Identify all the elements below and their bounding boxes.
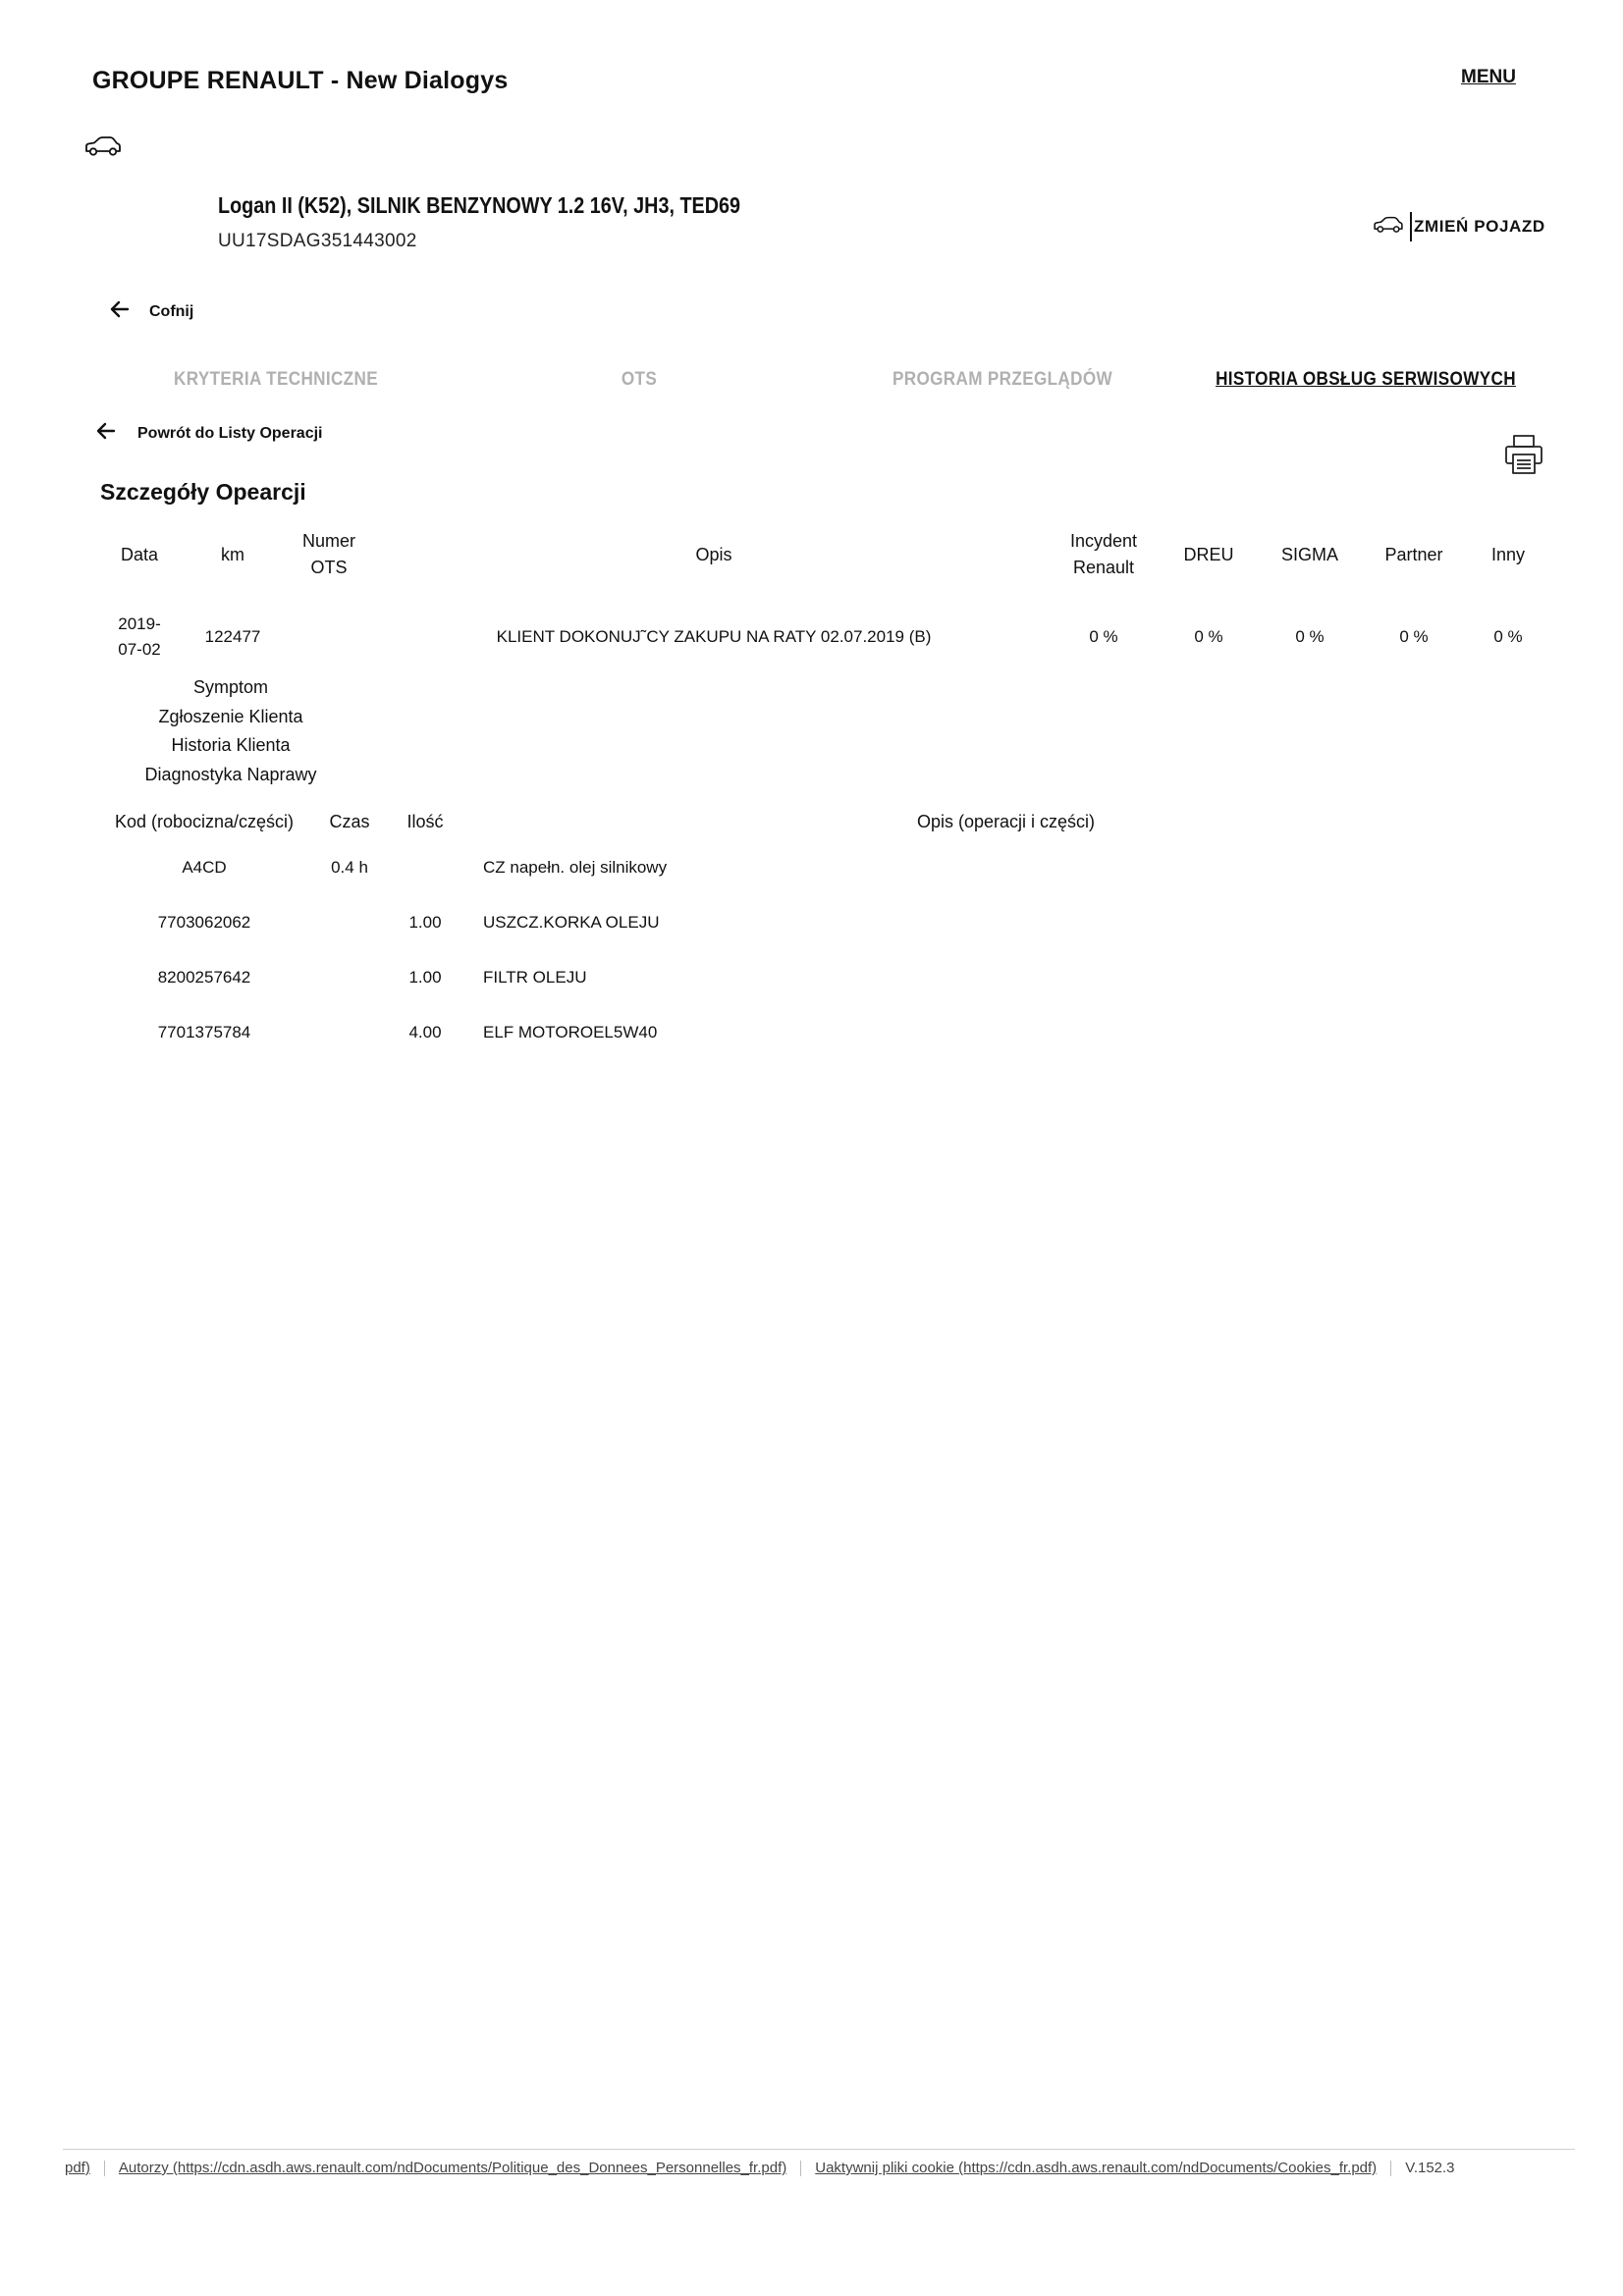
table-row (94, 950, 1547, 1005)
column-header-ots (281, 520, 377, 589)
cell-inny: 0 % (1493, 627, 1523, 646)
vehicle-vin: UU17SDAG351443002 (218, 231, 417, 251)
column-header-inny: Inny (1490, 544, 1526, 564)
cell-qty: 1.00 (408, 968, 442, 987)
divider (1410, 212, 1412, 241)
cell-time: 0.4 h (331, 858, 368, 877)
footer-separator (800, 2161, 801, 2176)
column-header-code: Kod (robocizna/części) (114, 811, 295, 831)
cell-ots (281, 589, 377, 685)
table-row (94, 1005, 1547, 1060)
column-header-incydent-line1: Incydent (1069, 531, 1138, 551)
cell-desc: ELF MOTOROEL5W40 (483, 1023, 658, 1041)
column-header-ots-line2: OTS (310, 558, 348, 577)
back-to-list-button[interactable] (96, 422, 322, 445)
tab-service-history[interactable]: HISTORIA OBSŁUG SERWISOWYCH (1216, 369, 1516, 390)
footer-link-truncated[interactable]: pdf) (65, 2160, 90, 2176)
cell-km: 122477 (204, 627, 261, 646)
cell-incydent: 0 % (1089, 627, 1118, 646)
cell-qty: 4.00 (408, 1023, 442, 1041)
column-header-dreu: DREU (1183, 544, 1234, 564)
car-icon (1373, 216, 1404, 239)
cell-code: 7701375784 (157, 1023, 251, 1041)
app-title: GROUPE RENAULT - New Dialogys (92, 67, 509, 94)
cell-time (314, 950, 385, 1005)
tab-technical-criteria[interactable]: KRYTERIA TECHNICZNE (174, 369, 378, 390)
tab-service-program[interactable]: PROGRAM PRZEGLĄDÓW (892, 369, 1113, 390)
arrow-left-icon (96, 422, 116, 445)
cell-time (314, 1005, 385, 1060)
table-header-row (94, 803, 1547, 840)
customer-report-label: Zgłoszenie Klienta (158, 706, 303, 726)
table-row (94, 589, 1547, 685)
cell-time (314, 895, 385, 950)
version-label: V.152.3 (1405, 2160, 1455, 2176)
vehicle-name: Logan II (K52), SILNIK BENZYNOWY 1.2 16V, JH3, TED69 (218, 192, 741, 218)
customer-history-label: Historia Klienta (171, 735, 291, 755)
menu-button[interactable]: MENU (1461, 67, 1516, 87)
cell-desc: USZCZ.KORKA OLEJU (483, 913, 660, 932)
column-header-time: Czas (329, 811, 370, 831)
cell-opis: KLIENT DOKONUJ˜CY ZAKUPU NA RATY 02.07.2019 (B) (496, 627, 932, 646)
change-vehicle-button[interactable] (1373, 212, 1545, 241)
footer-divider (63, 2149, 1575, 2150)
cell-dreu: 0 % (1194, 627, 1223, 646)
column-header-km: km (221, 544, 244, 564)
cell-date (94, 589, 185, 685)
arrow-left-icon (110, 300, 130, 323)
cell-desc: CZ napełn. olej silnikowy (483, 858, 668, 877)
column-header-partner: Partner (1384, 544, 1443, 564)
cell-qty (385, 840, 465, 895)
cell-desc: FILTR OLEJU (483, 968, 587, 987)
cell-date-line1: 2019- (118, 614, 161, 633)
back-label: Cofnij (149, 302, 194, 320)
column-header-incydent-line2: Renault (1072, 558, 1135, 577)
tab-ots[interactable]: OTS (621, 369, 658, 390)
cell-date-line2: 07-02 (118, 640, 161, 659)
parts-table (94, 803, 1547, 1060)
repair-diagnostics-label: Diagnostyka Naprawy (144, 764, 317, 784)
footer-link-cookies[interactable]: Uaktywnij pliki cookie (https://cdn.asdh.aws.renault.com/ndDocuments/Cookies_fr.pdf) (815, 2160, 1378, 2176)
column-header-incydent (1051, 520, 1157, 589)
cell-code: 8200257642 (157, 968, 251, 987)
cell-qty: 1.00 (408, 913, 442, 932)
print-icon[interactable] (1504, 434, 1543, 480)
car-icon (84, 135, 122, 162)
column-header-opis: Opis (695, 544, 732, 564)
cell-code: A4CD (182, 858, 227, 877)
column-header-ots-line1: Numer (301, 531, 355, 551)
table-row (94, 895, 1547, 950)
footer-link-authors[interactable]: Autorzy (https://cdn.asdh.aws.renault.com/ndDocuments/Politique_des_Donnees_Personnelles_fr.pdf) (118, 2160, 787, 2176)
column-header-date: Data (120, 544, 159, 564)
column-header-sigma: SIGMA (1280, 544, 1338, 564)
table-row (94, 840, 1547, 895)
tab-bar (94, 369, 1547, 399)
back-button[interactable] (110, 300, 193, 323)
column-header-desc: Opis (operacji i części) (916, 811, 1096, 831)
footer-separator (1390, 2161, 1391, 2176)
change-vehicle-label: ZMIEŃ POJAZD (1414, 217, 1545, 236)
cell-sigma: 0 % (1295, 627, 1325, 646)
back-to-list-label: Powrót do Listy Operacji (137, 424, 323, 442)
footer (65, 2160, 1455, 2176)
symptom-section (108, 673, 353, 789)
operation-details-table (94, 520, 1547, 685)
section-title: Szczegóły Opearcji (100, 479, 306, 505)
cell-partner: 0 % (1399, 627, 1429, 646)
symptom-label: Symptom (192, 677, 269, 697)
table-header-row (94, 520, 1547, 589)
cell-code: 7703062062 (157, 913, 251, 932)
footer-separator (104, 2161, 105, 2176)
column-header-qty: Ilość (406, 811, 444, 831)
